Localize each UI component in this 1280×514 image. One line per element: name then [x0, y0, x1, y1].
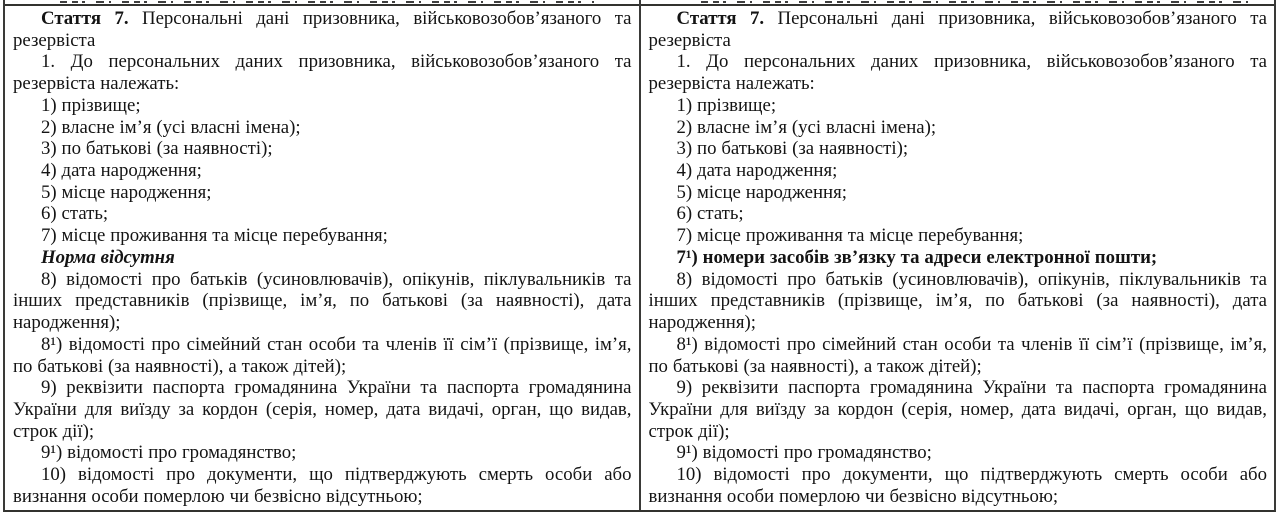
- law-paragraph: 7¹) номери засобів зв’язку та адреси електронної пошти;: [676, 246, 1158, 268]
- law-paragraph: 5) місце народження;: [676, 181, 847, 203]
- column-old-version: [5, 0, 641, 510]
- law-paragraph: 3) по батькові (за наявності);: [676, 138, 909, 160]
- law-paragraph: 9¹) відомості про громадянство;: [41, 442, 297, 464]
- law-paragraph: 10) відомості про документи, що підтверджують смерть особи або визнання особи померлою чи безвісно відсутньою;: [648, 464, 1267, 507]
- law-text-cell-old: [5, 4, 639, 510]
- law-paragraph: 5) місце народження;: [41, 181, 212, 203]
- cut-text-fragment: [60, 1, 594, 3]
- law-paragraph: 3) по батькові (за наявності);: [41, 138, 273, 160]
- law-paragraph: 2) власне ім’я (усі власні імена);: [41, 116, 301, 138]
- comparison-table: [3, 0, 1276, 512]
- law-paragraph: 4) дата народження;: [676, 160, 838, 182]
- law-paragraph: 1. До персональних даних призовника, військовозобов’язаного та резервіста належать:: [648, 51, 1267, 95]
- law-paragraph: 8¹) відомості про сімейний стан особи та членів її сім’ї (прізвище, ім’я, по батькові (за наявності), а також дітей);: [13, 333, 632, 377]
- cut-text-fragment: [701, 1, 1250, 3]
- law-paragraph: 1. До персональних даних призовника, військовозобов’язаного та резервіста належать:: [13, 51, 632, 95]
- law-text-cell-new: [641, 4, 1275, 510]
- law-paragraph: 7) місце проживання та місце перебування;: [676, 225, 1024, 247]
- law-paragraph: 2) власне ім’я (усі власні імена);: [676, 116, 937, 138]
- law-paragraph: 6) стать;: [676, 203, 744, 225]
- column-new-version: [641, 0, 1275, 510]
- law-paragraph: 1) прізвище;: [676, 94, 777, 116]
- law-paragraph: 4) дата народження;: [41, 160, 202, 182]
- law-paragraph: 8) відомості про батьків (усиновлювачів), опікунів, піклувальників та інших представників (прізвище, ім’я, по батькові (за наявності), дата народження);: [13, 268, 632, 334]
- article-number-label: Стаття 7.: [41, 8, 129, 29]
- law-paragraph: [13, 8, 632, 51]
- clipped-row-above-left: [5, 0, 639, 4]
- law-paragraph: 6) стать;: [41, 203, 109, 225]
- article-title-text: Персональні дані призовника, військовозобов’язаного та резервіста: [648, 8, 1267, 51]
- law-paragraph: 9) реквізити паспорта громадянина України та паспорта громадянина України для виїзду за кордон (серія, номер, дата видачі, орган, що видав, строк дії);: [648, 377, 1267, 442]
- law-paragraph: [649, 8, 1268, 51]
- clipped-row-above-right: [641, 0, 1275, 4]
- law-paragraph: 9) реквізити паспорта громадянина України та паспорта громадянина України для виїзду за кордон (серія, номер, дата видачі, орган, що видав, строк дії);: [13, 377, 632, 442]
- law-paragraph: 1) прізвище;: [41, 94, 141, 116]
- law-paragraph: 8¹) відомості про сімейний стан особи та членів її сім’ї (прізвище, ім’я, по батькові (за наявності), а також дітей);: [648, 333, 1267, 377]
- law-paragraph: Норма відсутня: [41, 246, 175, 268]
- law-paragraph: 10) відомості про документи, що підтверджують смерть особи або визнання особи померлою чи безвісно відсутньою;: [13, 464, 632, 507]
- article-number-label: Стаття 7.: [676, 8, 765, 29]
- law-paragraph: 8) відомості про батьків (усиновлювачів), опікунів, піклувальників та інших представників (прізвище, ім’я, по батькові (за наявності), дата народження);: [648, 268, 1267, 334]
- article-title-text: Персональні дані призовника, військовозобов’язаного та резервіста: [13, 8, 632, 51]
- law-paragraph: 7) місце проживання та місце перебування;: [41, 225, 388, 247]
- law-paragraph: 9¹) відомості про громадянство;: [676, 442, 932, 464]
